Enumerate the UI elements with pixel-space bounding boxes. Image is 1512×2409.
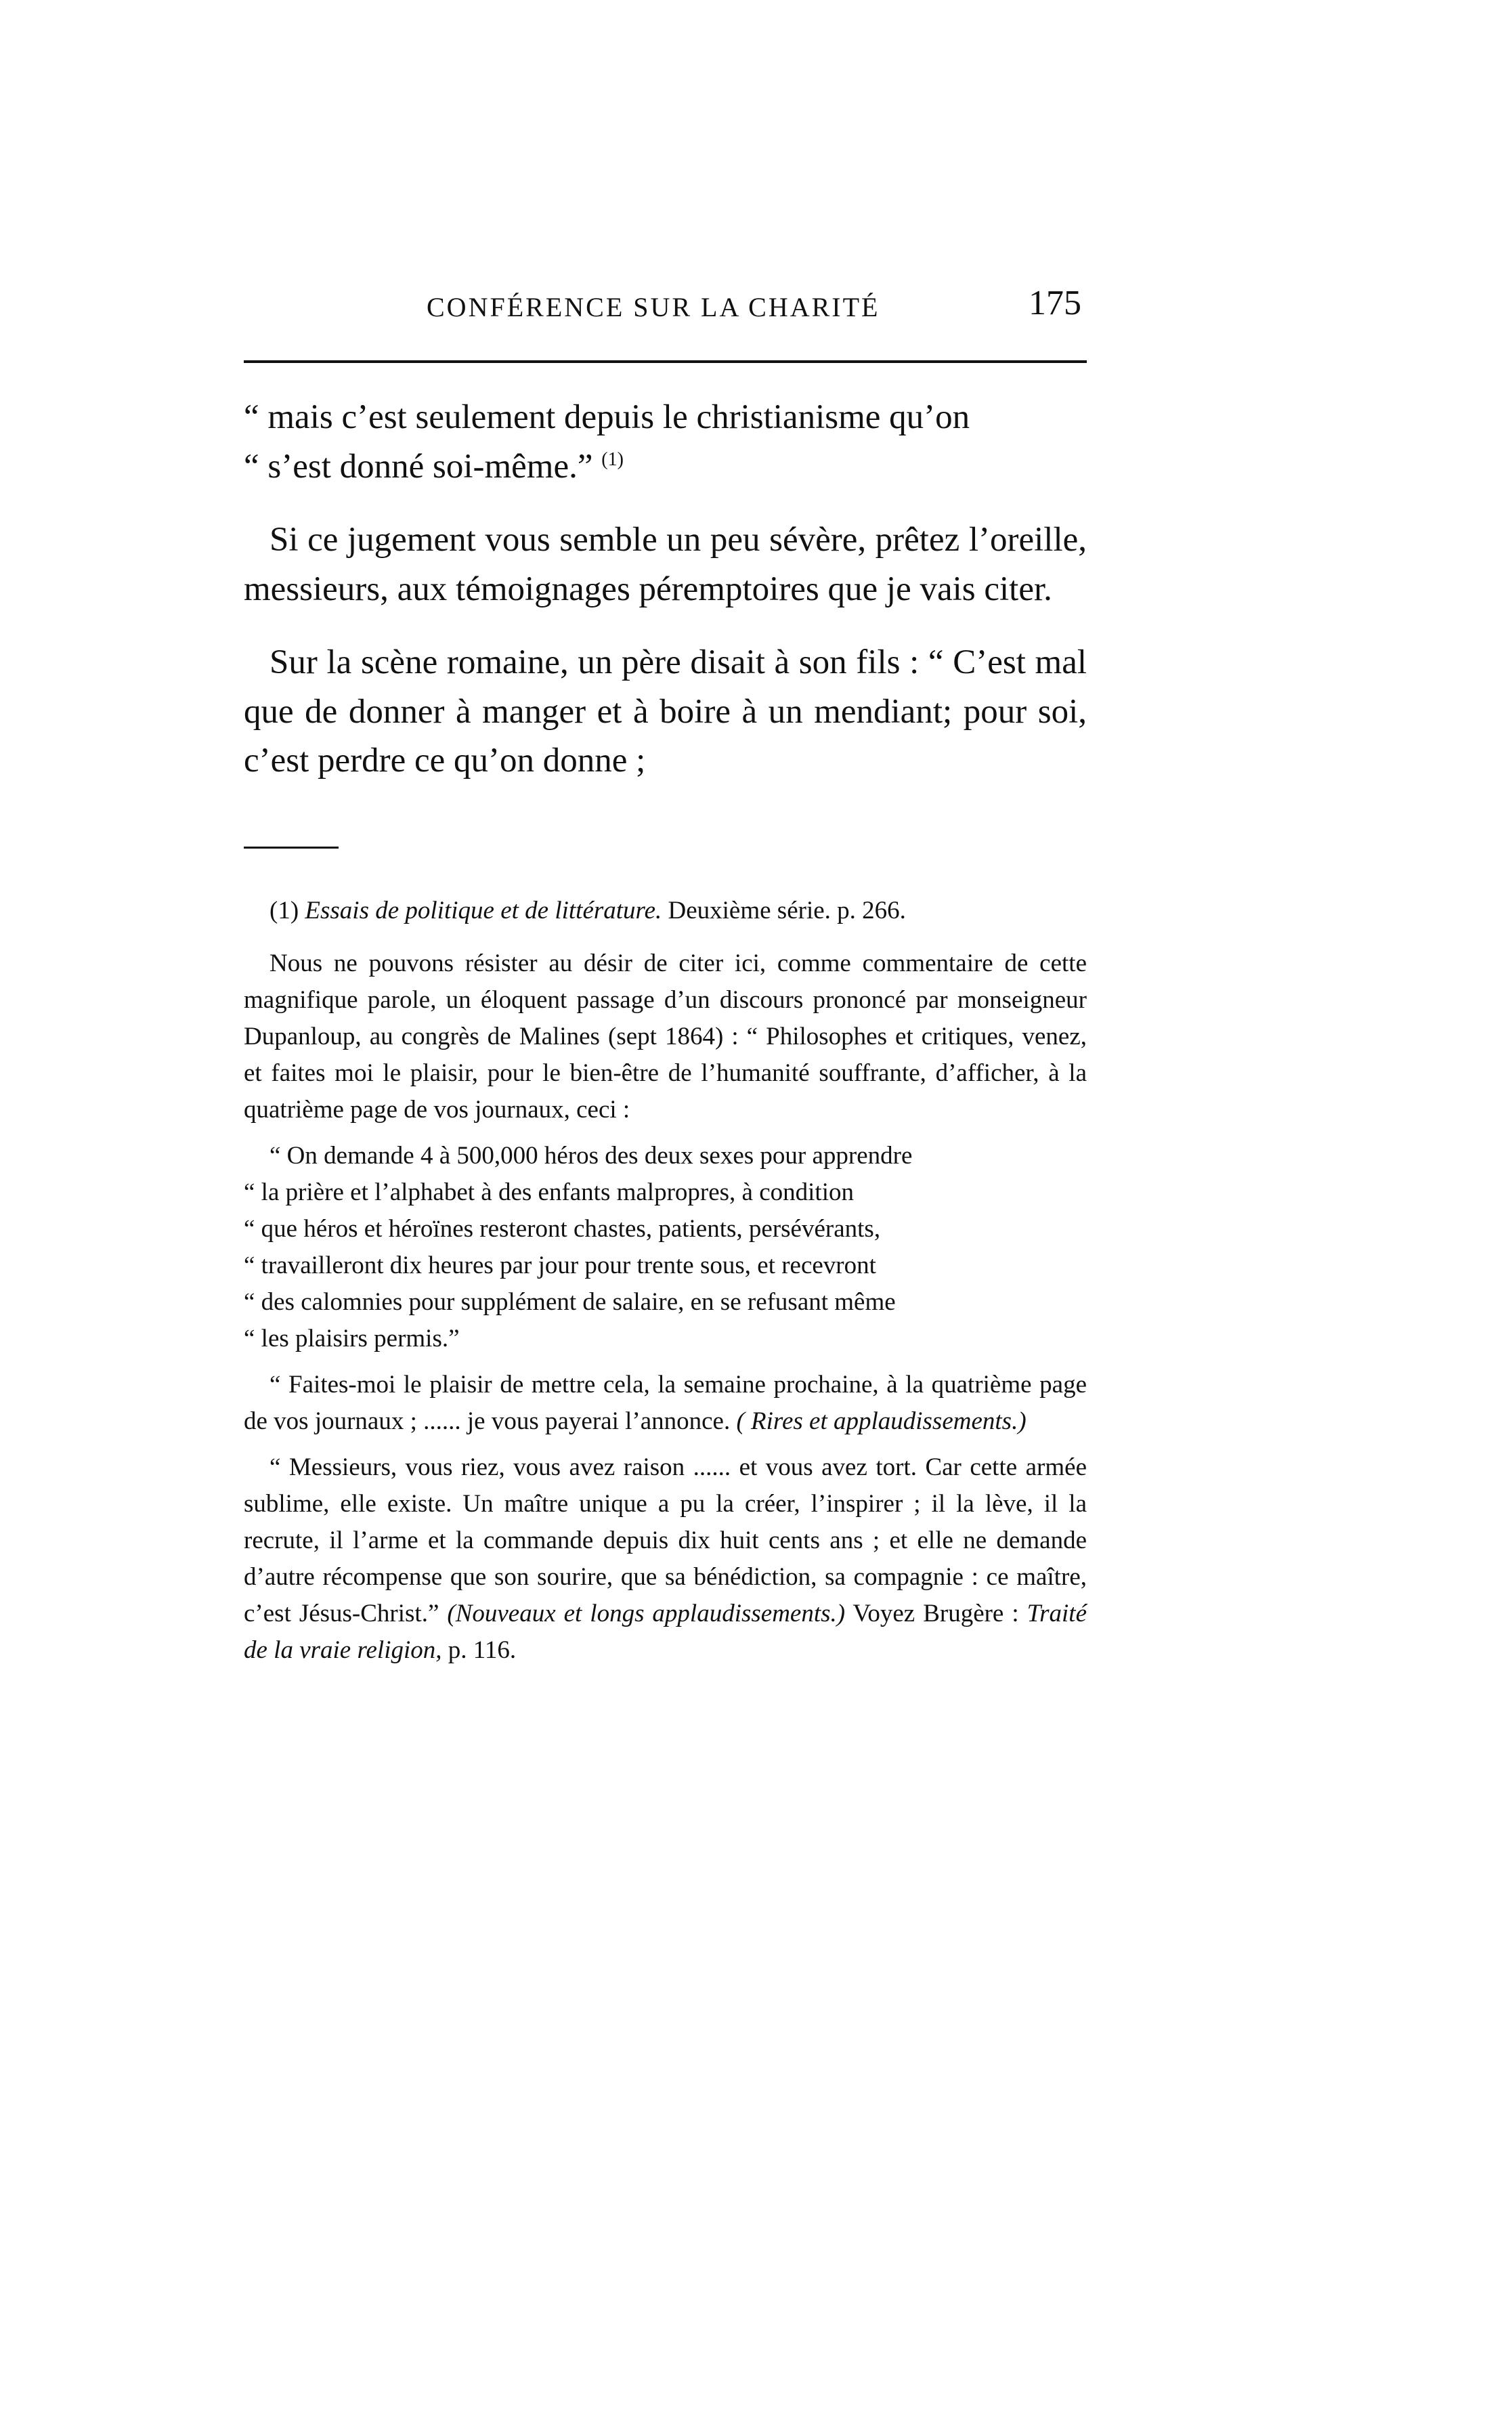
footnote-quote — [244, 1138, 1087, 1357]
footnote-work-details: Deuxième série. p. 266. — [668, 897, 906, 924]
footnotes — [244, 893, 1087, 1669]
footnote-paragraph-c-stage-direction: ( Rires et applaudissements.) — [736, 1407, 1027, 1435]
footnote-paragraph-d-voyez: Voyez Brugère : — [852, 1600, 1019, 1627]
running-title: CONFÉRENCE SUR LA CHARITÉ — [427, 292, 880, 322]
footnote-paragraph-d — [244, 1449, 1087, 1669]
body-paragraph-3: Sur la scène romaine, un père disait à son fils : “ C’est mal que de donner à manger et à boire à un mendiant; pour soi, c’est perdre ce qu’on donne ; — [244, 643, 1087, 780]
footnote-quote-line: “ des calomnies pour supplément de salaire, en se refusant même — [244, 1288, 896, 1316]
page-header — [244, 283, 1087, 331]
footnote-paragraph-d-page: p. 116. — [448, 1636, 517, 1664]
body-paragraph-2: Si ce jugement vous semble un peu sévère, prêtez l’oreille, messieurs, aux témoignages péremptoires que je vais citer. — [244, 521, 1087, 608]
footnote-paragraph-d-text: “ Messieurs, vous riez, vous avez raison ...... et vous avez tort. Car cette armée sublime, elle existe. Un maître unique a pu la créer, l’inspirer ; il la lève, il la recrute, il l’arme et la commande depuis dix huit cents ans ; et elle ne demande d’autre récompense que son sourire, que sa bénédiction, sa compagnie : ce maître, c’est Jésus-Christ.” — [244, 1453, 1087, 1627]
footnote-quote-line: “ travailleront dix heures par jour pour trente sous, et recevront — [244, 1252, 876, 1279]
footnote-paragraph-a: Nous ne pouvons résister au désir de citer ici, comme commentaire de cette magnifique parole, un éloquent passage d’un discours prononcé par monseigneur Dupanloup, au congrès de Malines (sept 1864) : “ Philosophes et critiques, venez, et faites moi le plaisir, pour le bien-être de l’humanité souffrante, d’afficher, à la quatrième page de vos journaux, ceci : — [244, 950, 1087, 1124]
footnote-work-title: Essais de politique et de littérature. — [305, 897, 662, 924]
body-paragraph-1-line-1: “ mais c’est seulement depuis le christianisme qu’on — [244, 398, 970, 436]
footnote-quote-line: “ les plaisirs permis.” — [244, 1325, 460, 1352]
footnote-reference: (1) — [601, 448, 624, 470]
footnote-paragraph-d-stage-direction: (Nouveaux et longs applaudissements.) — [447, 1600, 846, 1627]
footnote-quote-line: “ que héros et héroïnes resteront chastes, patients, persévérants, — [244, 1215, 881, 1243]
page-number: 175 — [1029, 284, 1081, 322]
footnote-paragraph-c-text: “ Faites-moi le plaisir de mettre cela, la semaine prochaine, à la quatrième page de vos journaux ; ...... je vous payerai l’annonce. — [244, 1371, 1087, 1435]
header-rule — [244, 360, 1087, 363]
footnote-citation — [244, 893, 1087, 929]
footnote-rule — [244, 847, 339, 849]
footnote-paragraph-c — [244, 1367, 1087, 1440]
body-paragraph-1-line-2: “ s’est donné soi-même.” — [244, 447, 593, 486]
footnote-quote-line: “ On demande 4 à 500,000 héros des deux sexes pour apprendre — [269, 1142, 913, 1170]
main-text — [244, 393, 1087, 786]
body-paragraph-1 — [244, 393, 1087, 491]
footnote-quote-line: “ la prière et l’alphabet à des enfants malpropres, à condition — [244, 1178, 854, 1206]
footnote-marker: (1) — [269, 897, 299, 924]
footnote-paragraph-d-book-title: Traité de la vraie religion, — [244, 1600, 1087, 1664]
